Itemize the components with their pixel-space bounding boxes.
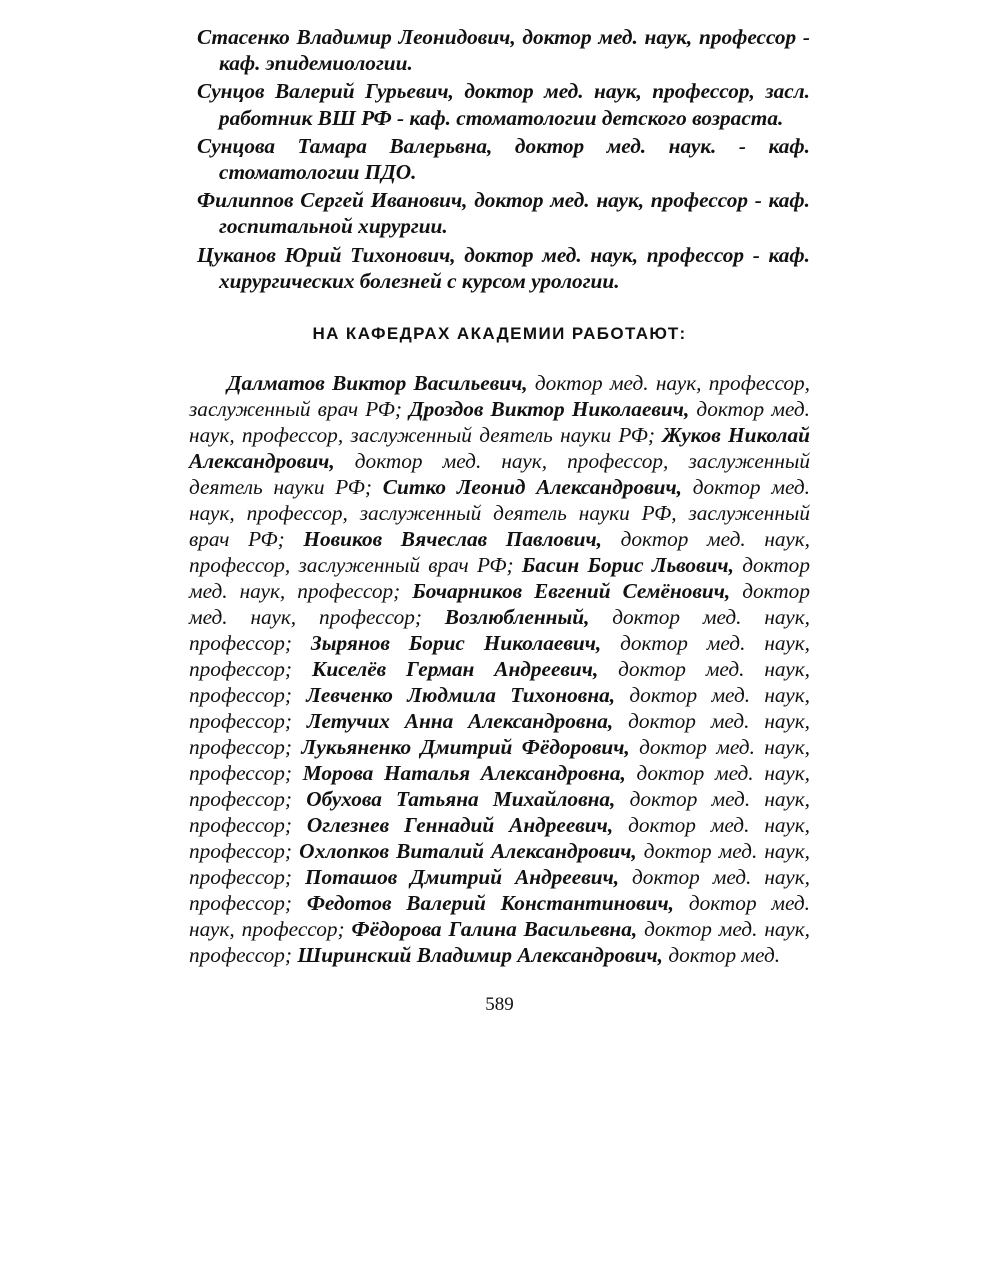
staff-name: Жуков Николай Александрович,	[189, 423, 810, 474]
staff-details: доктор мед. наук, профессор;	[189, 761, 810, 812]
staff-details: доктор мед. наук, профессор, заслуженный деятель науки РФ;	[189, 397, 810, 448]
staff-details: доктор мед. наук, профессор, заслуженный врач РФ;	[189, 371, 810, 422]
staff-name: Киселёв Герман Андреевич,	[311, 657, 599, 682]
staff-name: Левченко Людмила Тихоновна,	[306, 683, 616, 708]
staff-details: доктор мед. наук, профессор;	[189, 631, 810, 682]
staff-name: Фёдорова Галина Васильевна,	[351, 917, 638, 942]
faculty-entry: Цуканов Юрий Тихонович, доктор мед. наук, профессор - каф. хирургических болезней с курсом урологии.	[197, 242, 810, 293]
faculty-entry: Сунцов Валерий Гурьевич, доктор мед. наук, профессор, засл. работник ВШ РФ - каф. стоматологии детского возраста.	[197, 79, 810, 130]
staff-name: Басин Борис Львович,	[521, 553, 734, 578]
faculty-entry: Филиппов Сергей Иванович, доктор мед. наук, профессор - каф. госпитальной хирургии.	[197, 188, 810, 239]
staff-name: Оглезнев Геннадий Андреевич,	[306, 813, 614, 838]
staff-details: доктор мед. наук, профессор;	[189, 683, 810, 734]
page-number: 589	[485, 994, 514, 1015]
staff-name: Новиков Вячеслав Павлович,	[303, 527, 602, 552]
staff-details: доктор мед.	[663, 943, 781, 968]
staff-details: доктор мед. наук, профессор, заслуженный врач РФ;	[189, 527, 810, 578]
staff-details: доктор мед. наук, профессор;	[189, 553, 810, 604]
faculty-entry: Сунцова Тамара Валерьвна, доктор мед. наук. - каф. стоматологии ПДО.	[197, 133, 810, 185]
staff-details: доктор мед. наук, профессор;	[189, 709, 810, 760]
section-heading: НА КАФЕДРАХ АКАДЕМИИ РАБОТАЮТ:	[312, 324, 687, 344]
staff-details: доктор мед. наук, профессор;	[189, 813, 810, 864]
staff-name: Поташов Дмитрий Андреевич,	[304, 865, 620, 890]
staff-name: Охлопков Виталий Александрович,	[299, 839, 637, 864]
staff-name: Морова Наталья Александровна,	[302, 761, 626, 786]
page-content	[189, 24, 810, 968]
staff-details: доктор мед. наук, профессор;	[189, 657, 810, 708]
staff-name: Федотов Валерий Константинович,	[306, 891, 675, 916]
staff-details: доктор мед. наук, профессор;	[189, 605, 810, 656]
staff-details: доктор мед. наук, профессор;	[189, 917, 810, 968]
staff-details: доктор мед. наук, профессор;	[189, 891, 811, 942]
staff-details: доктор мед. наук, профессор;	[189, 735, 810, 786]
staff-details: доктор мед. наук, профессор;	[189, 839, 810, 890]
staff-name: Бочарников Евгений Семёнович,	[412, 579, 731, 604]
staff-name: Лукьяненко Дмитрий Фёдорович,	[301, 735, 630, 760]
staff-name: Зырянов Борис Николаевич,	[310, 631, 602, 656]
faculty-entry: Стасенко Владимир Леонидович, доктор мед. наук, профессор - каф. эпидемиологии.	[197, 25, 810, 76]
staff-name: Далматов Виктор Васильевич,	[227, 371, 528, 396]
staff-name: Ситко Леонид Александрович,	[382, 475, 682, 500]
staff-details: доктор мед. наук, профессор, заслуженный деятель науки РФ;	[189, 449, 810, 500]
staff-details: доктор мед. наук, профессор, заслуженный деятель науки РФ, заслуженный врач РФ;	[189, 475, 810, 552]
staff-name: Возлюбленный,	[444, 605, 590, 630]
staff-paragraph	[189, 370, 810, 968]
staff-details: доктор мед. наук, профессор;	[189, 787, 810, 838]
staff-details: доктор мед. наук, профессор;	[189, 579, 810, 630]
staff-name: Дроздов Виктор Николаевич,	[409, 397, 690, 422]
staff-details: доктор мед. наук, профессор;	[189, 865, 810, 916]
staff-name: Обухова Татьяна Михайловна,	[306, 787, 616, 812]
staff-name: Ширинский Владимир Александрович,	[297, 943, 663, 968]
faculty-entry-list	[189, 24, 810, 294]
staff-name: Летучих Анна Александровна,	[306, 709, 614, 734]
